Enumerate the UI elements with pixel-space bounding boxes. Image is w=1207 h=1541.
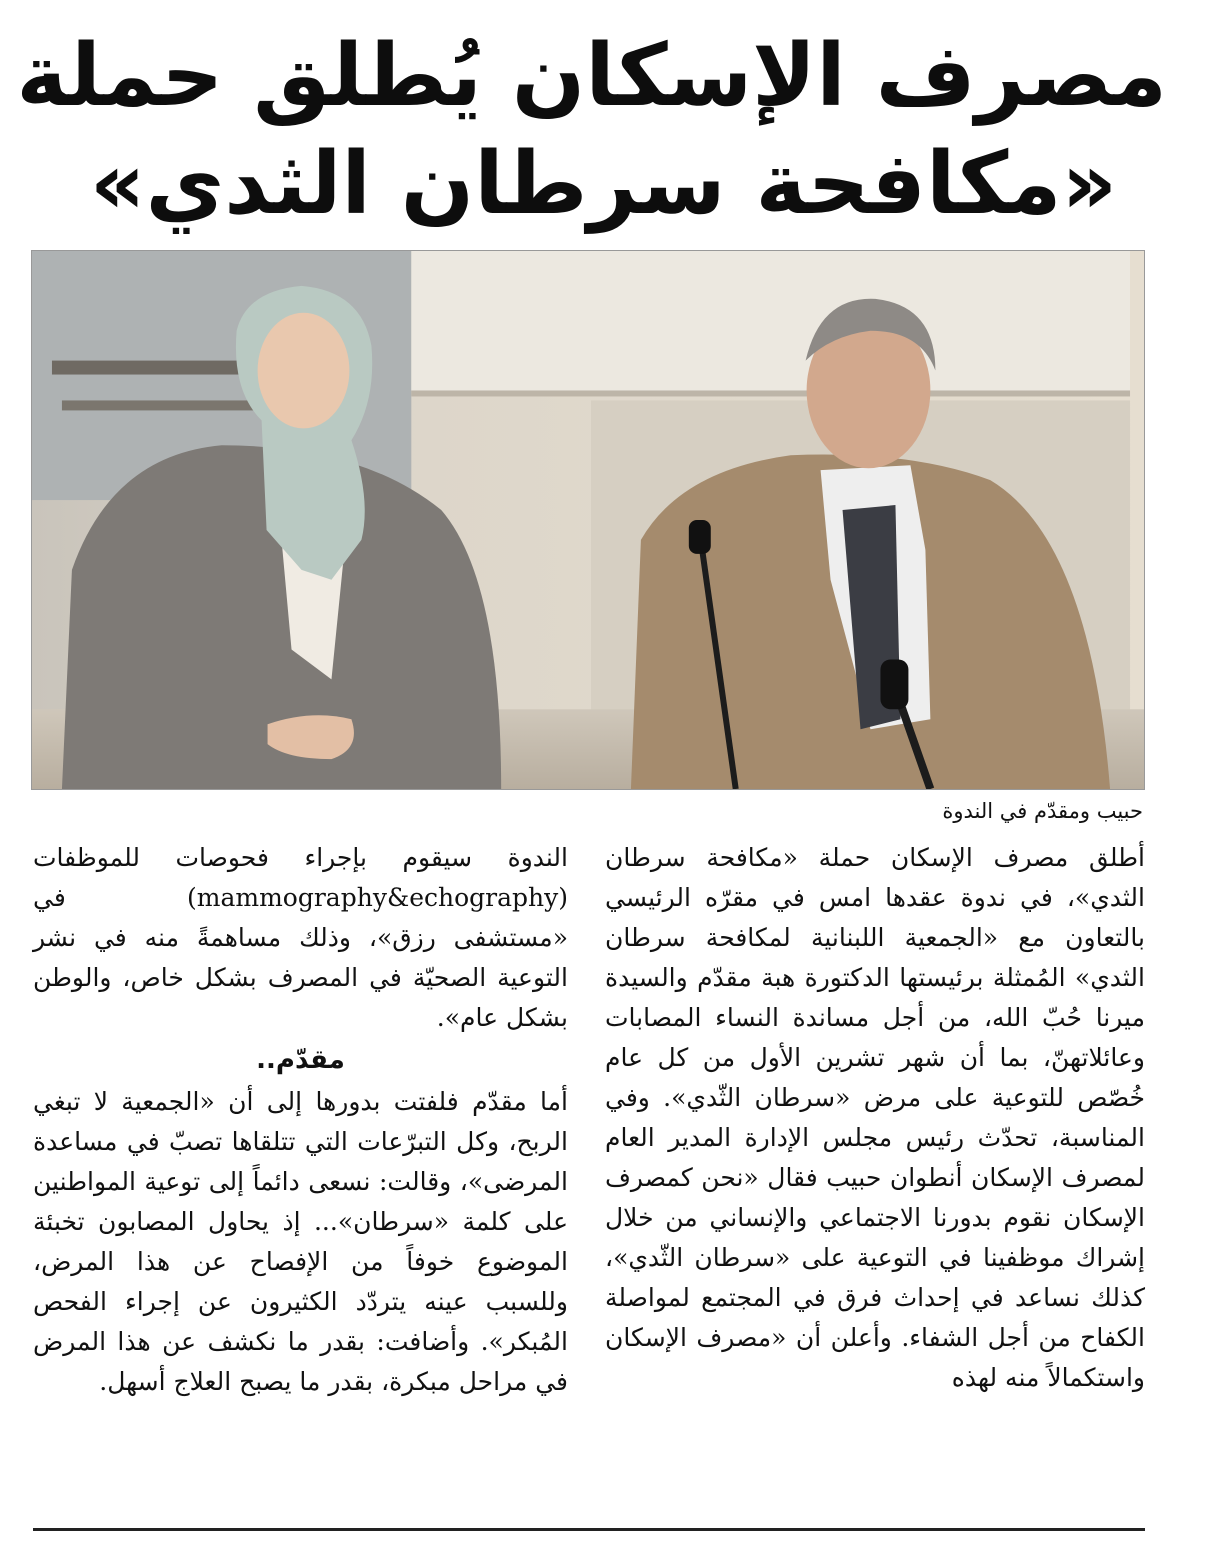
headline (16, 22, 1167, 238)
headline-line-2: «مكافحة سرطان الثدي» (89, 134, 1118, 234)
article-paragraph: أما مقدّم فلفتت بدورها إلى أن «الجمعية لا تبغي الربح، وكل التبرّعات التي تتلقاها تصبّ في مساعدة المرضى»، وقالت: نسعى دائماً إلى توعية المواطنين على كلمة «سرطان»... إذ يحاول المصابون تخبئة الموضوع خوفاً من الإفصاح عن هذا المرض، وللسبب عينه يتردّد الكثيرون عن إجراء الفحص المُبكر». وأضافت: بقدر ما نكشف عن هذا المرض في مراحل مبكرة، بقدر ما يصبح العلاج أسهل. (33, 1087, 568, 1396)
article-photo (31, 250, 1145, 790)
photo-caption: حبيب ومقدّم في الندوة (942, 799, 1143, 823)
headline-line-1: مصرف الإسكان يُطلق حملة (16, 26, 1167, 126)
article-paragraph: الندوة سيقوم بإجراء فحوصات للموظفات (mammography&echography) في «مستشفى رزق»، وذلك مساهمةً منه في نشر التوعية الصحيّة في المصرف بشكل خاص، والوطن بشكل عام». (33, 843, 568, 1032)
article-column-left (33, 838, 568, 1402)
article-paragraph: أطلق مصرف الإسكان حملة «مكافحة سرطان الثدي»، في ندوة عقدها امس في مقرّه الرئيسي بالتعاون مع «الجمعية اللبنانية لمكافحة سرطان الثدي» المُمثلة برئيستها الدكتورة هبة مقدّم والسيدة ميرنا حُبّ الله، من أجل مساندة النساء المصابات وعائلاتهنّ، بما أن شهر تشرين الأول من كل عام خُصّص للتوعية على مرض «سرطان الثّدي». وفي المناسبة، تحدّث رئيس مجلس الإدارة المدير العام لمصرف الإسكان أنطوان حبيب فقال «نحن كمصرف الإسكان نقوم بدورنا الاجتماعي والإنساني من خلال إشراك موظفينا في التوعية على «سرطان الثّدي»، كذلك نساعد في إحداث فرق في المجتمع لمواصلة الكفاح من أجل الشفاء. وأعلن أن «مصرف الإسكان واستكمالاً منه لهذه (605, 843, 1145, 1392)
article-subhead: مقدّم.. (256, 1045, 345, 1075)
bottom-divider (33, 1528, 1145, 1531)
photo-illustration (32, 251, 1144, 789)
article-column-right (605, 838, 1145, 1398)
